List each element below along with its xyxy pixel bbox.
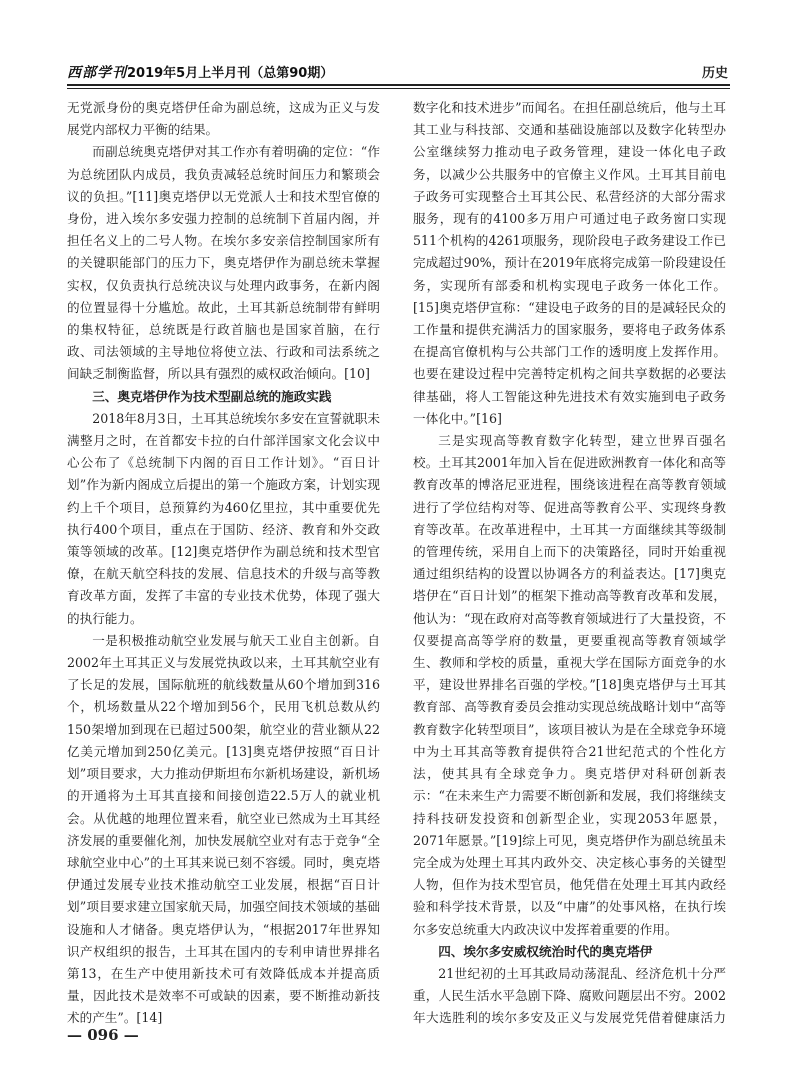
section-heading: 三、奥克塔伊作为技术型副总统的施政实践: [92, 388, 332, 404]
header-rule-thick: [67, 84, 730, 86]
left-column: [67, 97, 380, 1029]
body-paragraph: 21世纪初的土耳其政局动荡混乱、经济危机十分严重，人民生活水平急剧下降、腐败问题层出不穷。2002年大选胜利的埃尔多安及正义与发展党凭借着健康活力: [413, 965, 726, 1026]
section-heading: 四、埃尔多安威权统治时代的奥克塔伊: [438, 943, 653, 959]
page-number: — 096 —: [67, 1026, 139, 1044]
journal-title: [67, 62, 333, 82]
right-column: [413, 97, 726, 1029]
header-rule-thin: [67, 88, 730, 89]
journal-logo: 西部学刊: [67, 65, 127, 81]
body-paragraph: 数字化和技术进步”而闻名。在担任副总统后，他与土耳其工业与科技部、交通和基础设施部以及数字化转型办公室继续努力推动电子政务管理，建设一体化电子政务，以减少公共服务中的官僚主义作风。土耳其目前电子政务可实现整合土耳其公民、私营经济的大部分需求服务，现有的4100多万用户可通过电子政务窗口实现511个机构的4261项服务，现阶段电子政务建设工作已完成超过90%，预计在2019年底将完成第一阶段建设任务，实现所有部委和机构实现电子政务一体化工作。[15]奥克塔伊宣称：“建设电子政务的目的是减轻民众的工作量和提供充满活力的国家服务，要将电子政务体系在提高官僚机构与公共部门工作的透明度上发挥作用。也要在建设过程中完善特定机构之间共享数据的必要法律基础，将人工智能这种先进技术有效实施到电子政务一体化中。”[16]: [413, 100, 726, 426]
section-label: 历史: [701, 66, 728, 81]
body-paragraph: 三是实现高等教育数字化转型，建立世界百强名校。土耳其2001年加入旨在促进欧洲教育一体化和高等教育改革的博洛尼亚进程，围绕该进程在高等教育领域进行了学位结构对等、促进高等教育公平、实现终身教育等改革。在改革进程中，土耳其一方面继续其等级制的管理传统，采用自上而下的决策路径，同时开始重视通过组织结构的设置以协调各方的利益表达。[17]奥克塔伊在“百日计划”的框架下推动高等教育改革和发展，他认为：“现在政府对高等教育领域进行了大量投资，不仅要提高高等学府的数量，更要重视高等教育领域学生、教师和学校的质量，重视大学在国际方面竞争的水平，建设世界排名百强的学校。”[18]奥克塔伊与土耳其教育部、高等教育委员会推动实现总统战略计划中“高等教育数字化转型项目”，该项目被认为是在全球竞争环境中为土耳其高等教育提供符合21世纪范式的个性化方法，使其具有全球竞争力。奥克塔伊对科研创新表示：“在未来生产力需要不断创新和发展，我们将继续支持科技研发投资和创新型企业，实现2053年愿景，2071年愿景。”[19]综上可见，奥克塔伊作为副总统虽未完全成为处理土耳其内政外交、决定核心事务的关键型人物，但作为技术型官员，他凭借在处理土耳其内政经验和科学技术背景，以及“中庸”的处事风格，在执行埃尔多安总统重大内政决议中发挥着重要的作用。: [413, 433, 726, 937]
body-paragraph: 一是积极推动航空业发展与航天工业自主创新。自2002年土耳其正义与发展党执政以来，土耳其航空业有了长足的发展，国际航班的航线数量从60个增加到316个，机场数量从22个增加到56个，民用飞机总数从约150架增加到现在已超过500架，航空业的营业额从22亿美元增加到250亿美元。[13]奥克塔伊按照“百日计划”项目要求，大力推动伊斯坦布尔新机场建设，新机场的开通将为土耳其直接和间接创造22.5万人的就业机会。从优越的地理位置来看，航空业已然成为土耳其经济发展的重要催化剂，加快发展航空业对有志于竞争“全球航空业中心”的土耳其来说已刻不容缓。同时，奥克塔伊通过发展专业技术推动航空工业发展，根据“百日计划”项目要求建立国家航天局，加强空间技术领域的基础设施和人才储备。奥克塔伊认为，“根据2017年世界知识产权组织的报告，土耳其在国内的专利申请世界排名第13，在生产中使用新技术可有效降低成本并提高质量，因此技术是效率不可或缺的因素，要不断推动新技术的产生”。[14]: [67, 632, 380, 1026]
body-paragraph: 无党派身份的奥克塔伊任命为副总统，这成为正义与发展党内部权力平衡的结果。: [67, 100, 380, 138]
body-paragraph: 2018年8月3日，土耳其总统埃尔多安在宣誓就职未满整月之时，在首都安卡拉的白什部洋国家文化会议中心公布了《总统制下内阁的百日工作计划》。“百日计划”作为新内阁成立后提出的第一个施政方案，计划实现约上千个项目，总预算约为460亿里拉，其中重要优先执行400个项目，重点在于国防、经济、教育和外交政策等领域的改革。[12]奥克塔伊作为副总统和技术型官僚，在航天航空科技的发展、信息技术的升级与高等教育改革方面，发挥了丰富的专业技术优势，体现了强大的执行能力。: [67, 410, 380, 626]
page-header: [67, 58, 730, 88]
body-paragraph: 而副总统奥克塔伊对其工作亦有着明确的定位：“作为总统团队内成员，我负责减轻总统时间压力和繁琐会议的负担。”[11]奥克塔伊以无党派人士和技术型官僚的身份，进入埃尔多安强力控制的总统制下首届内阁，并担任名义上的二号人物。在埃尔多安亲信控制国家所有的关键职能部门的压力下，奥克塔伊作为副总统未掌握实权，仅负责执行总统决议与处理内政事务，在新内阁的位置显得十分尴尬。故此，土耳其新总统制带有鲜明的集权特征，总统既是行政首脑也是国家首脑，在行政、司法领域的主导地位将使立法、行政和司法系统之间缺乏制衡监督，所以具有强烈的威权政治倾向。[10]: [67, 144, 380, 382]
issue-info: 2019年5月上半月刊（总第90期）: [127, 66, 334, 81]
